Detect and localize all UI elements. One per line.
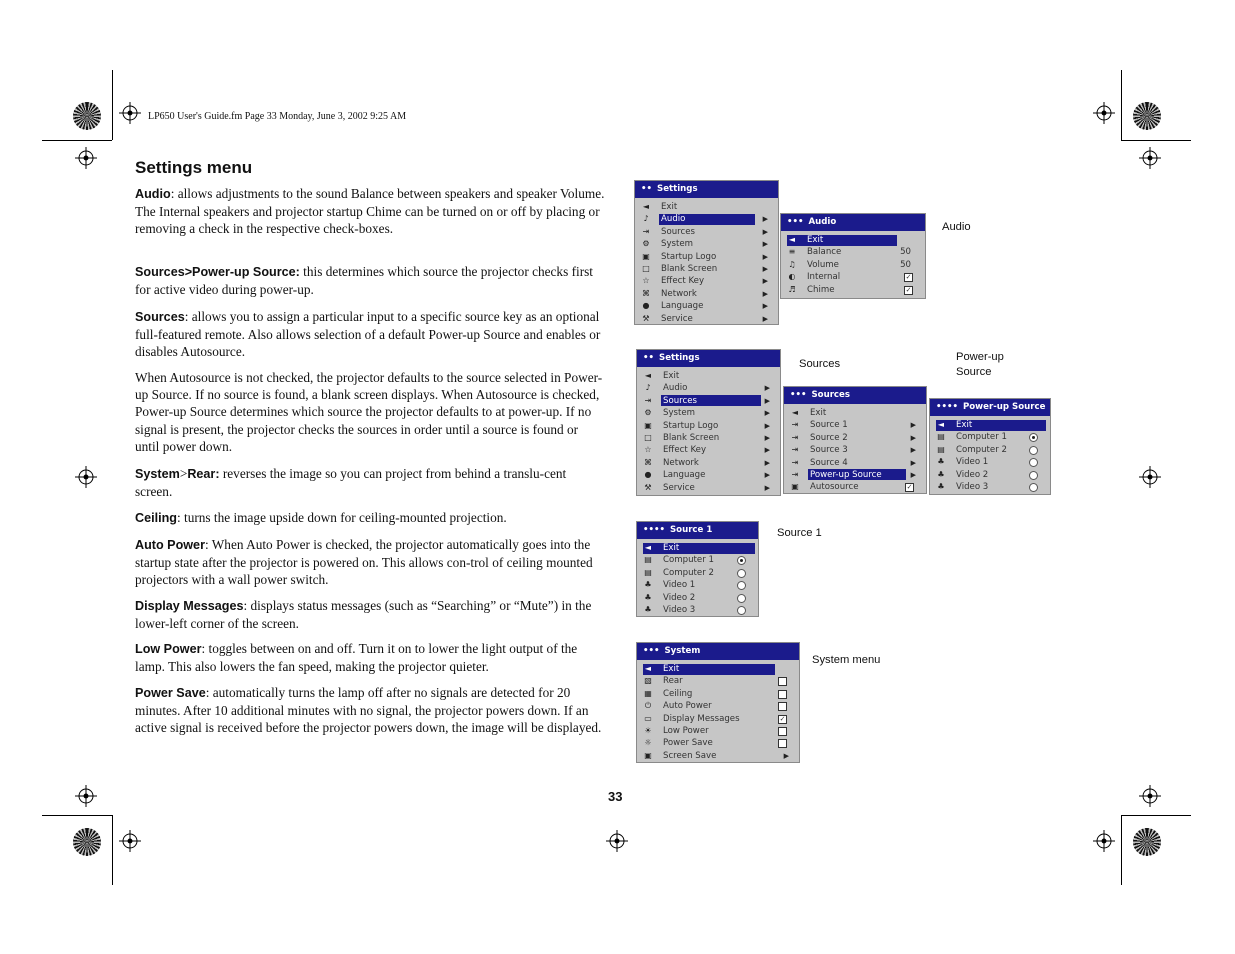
menu-item-label: Exit [807, 235, 824, 245]
paragraph-audio [135, 185, 605, 238]
menu-item-label: System [663, 408, 696, 419]
menu-title: Settings [657, 184, 698, 194]
service-icon: ⚒ [642, 313, 650, 323]
registration-crosshair-icon [75, 466, 97, 488]
video-1-icon: ♣ [937, 457, 945, 467]
submenu-arrow-icon: ▶ [764, 421, 770, 430]
startup-logo-icon: ▣ [642, 251, 650, 261]
paragraph-display-messages [135, 597, 605, 632]
menu-item-internal[interactable] [781, 271, 925, 283]
radio-button[interactable] [1029, 433, 1038, 442]
menu-item-source-3[interactable] [784, 444, 926, 456]
submenu-arrow-icon: ▶ [762, 252, 768, 261]
menu-item-label: Display Messages [663, 713, 740, 724]
audio-icon: ♪ [645, 383, 651, 393]
submenu-arrow-icon: ▶ [762, 215, 768, 224]
selection-highlight [787, 235, 897, 246]
menu-item-label: Audio [663, 383, 688, 394]
menu-item-label: Language [661, 301, 704, 312]
video-3-icon: ♣ [644, 604, 652, 614]
menu-item-label: Computer 1 [663, 555, 714, 566]
menu-title: Power-up Source [962, 402, 1046, 412]
exit-icon: ◄ [937, 420, 945, 429]
body-text: reverses the image so you can project from behind a translu-cent screen. [135, 466, 567, 500]
menu-item-label: Video 1 [956, 457, 989, 468]
menu-title: System [664, 646, 701, 656]
menu-item-power-save[interactable] [637, 737, 799, 749]
menu-item-label: Exit [661, 202, 678, 212]
registration-star-bottom-left [73, 828, 101, 856]
menu-item-label: Service [663, 482, 695, 493]
checkbox[interactable] [778, 702, 787, 711]
menu-item-computer-2[interactable] [930, 444, 1050, 456]
menu-item-exit[interactable] [637, 663, 799, 675]
paragraph-autosource [135, 369, 605, 455]
submenu-arrow-icon: ▶ [764, 396, 770, 405]
menu-item-label: Exit [810, 408, 827, 418]
submenu-arrow-icon: ▶ [910, 458, 916, 467]
caption-powerup-line2: Source [956, 366, 992, 378]
menu-item-video-1[interactable] [637, 579, 758, 591]
menu-item-label: Effect Key [661, 276, 705, 287]
powerup-source-menu-panel [929, 398, 1051, 495]
submenu-arrow-icon: ▶ [762, 277, 768, 286]
menu-item-network[interactable] [637, 457, 780, 469]
menu-item-label: Power Save [663, 738, 713, 749]
menu-level-dots: •• [641, 184, 652, 194]
menu-level-dots: •••• [643, 525, 665, 535]
body-text: : displays status messages (such as “Searching” or “Mute”) in the lower-left corner of the screen. [135, 598, 592, 632]
menu-title: Source 1 [669, 525, 713, 535]
menu-item-label: Video 3 [956, 481, 989, 492]
checkbox[interactable]: ✓ [906, 483, 913, 492]
term: Display Messages [135, 599, 244, 613]
menu-item-label: Language [663, 470, 706, 481]
menu-item-audio[interactable] [635, 213, 778, 225]
menu-item-source-2[interactable] [784, 432, 926, 444]
menu-level-dots: •• [643, 353, 654, 363]
menu-item-startup-logo[interactable] [635, 251, 778, 263]
menu-item-label: Video 2 [663, 592, 696, 603]
term: Ceiling [135, 511, 177, 525]
registration-crosshair-icon [1139, 466, 1161, 488]
paragraph-powerup-source [135, 263, 605, 298]
body-text: : automatically turns the lamp off after no signals are detected for 20 minutes. After 10 additional minutes with no signal, the projector powers down. If an active signal is received before the projector powers down, the image will be displayed. [135, 685, 602, 736]
submenu-arrow-icon: ▶ [762, 302, 768, 311]
body-text: : allows adjustments to the sound Balance between speakers and speaker Volume. The Internal speakers and projector startup Chime can be turned on or off by placing or removing a check in the respective check-boxes. [135, 186, 605, 237]
menu-item-label: Autosource [810, 482, 859, 493]
registration-crosshair-icon [119, 102, 141, 124]
menu-title-bar [930, 399, 1050, 416]
checkbox[interactable] [778, 677, 787, 686]
menu-item-video-3[interactable] [930, 481, 1050, 493]
menu-item-label: Source 1 [810, 420, 848, 431]
menu-item-exit[interactable] [781, 234, 925, 246]
radio-button[interactable] [737, 581, 746, 590]
paragraph-system-rear [135, 465, 605, 500]
registration-crosshair-icon [1093, 102, 1115, 124]
registration-crosshair-icon [75, 785, 97, 807]
power-up-source-icon: ⇥ [791, 469, 799, 479]
network-icon: ⌘ [644, 457, 652, 467]
menu-item-system[interactable] [637, 407, 780, 419]
submenu-arrow-icon: ▶ [762, 264, 768, 273]
menu-level-dots: ••• [643, 646, 660, 656]
menu-item-label: Exit [663, 664, 680, 674]
menu-title: Sources [811, 390, 850, 400]
caption-powerup-line1: Power-up [956, 351, 1004, 363]
menu-item-volume[interactable] [781, 259, 925, 271]
menu-item-video-1[interactable] [930, 456, 1050, 468]
menu-item-language[interactable] [635, 300, 778, 312]
paragraph-power-save [135, 684, 605, 737]
exit-icon: ◄ [644, 664, 652, 673]
video-2-icon: ♣ [644, 592, 652, 602]
video-3-icon: ♣ [937, 481, 945, 491]
menu-item-effect-key[interactable] [635, 275, 778, 287]
registration-star-top-right [1133, 102, 1161, 130]
radio-button[interactable] [737, 556, 746, 565]
body-text: this determines which source the projector checks first for active video during power-up. [135, 264, 594, 298]
file-header: LP650 User's Guide.fm Page 33 Monday, June 3, 2002 9:25 AM [148, 111, 407, 122]
menu-item-label: Effect Key [663, 445, 707, 456]
submenu-arrow-icon: ▶ [910, 421, 916, 430]
submenu-arrow-icon: ▶ [762, 240, 768, 249]
registration-star-top-left [73, 102, 101, 130]
menu-item-label: Audio [661, 214, 686, 225]
audio-icon: ♪ [643, 214, 649, 224]
settings-menu-panel [634, 180, 779, 325]
body-text: : turns the image upside down for ceiling-mounted projection. [176, 510, 507, 525]
radio-button[interactable] [737, 594, 746, 603]
registration-crosshair-icon [75, 147, 97, 169]
menu-item-label: Volume [807, 259, 839, 270]
submenu-arrow-icon: ▶ [910, 446, 916, 455]
submenu-arrow-icon: ▶ [783, 751, 789, 760]
menu-item-display-messages[interactable] [637, 713, 799, 725]
menu-item-label: Internal [807, 272, 841, 283]
menu-item-label: Source 3 [810, 445, 848, 456]
menu-item-service[interactable] [637, 482, 780, 494]
radio-button[interactable] [1029, 446, 1038, 455]
balance-icon: ≡ [788, 247, 796, 257]
system-icon: ⚙ [642, 239, 650, 249]
menu-item-ceiling[interactable] [637, 688, 799, 700]
submenu-arrow-icon: ▶ [762, 227, 768, 236]
submenu-arrow-icon: ▶ [764, 458, 770, 467]
selection-highlight [643, 543, 755, 554]
menu-item-label: Startup Logo [663, 420, 719, 431]
submenu-arrow-icon: ▶ [764, 409, 770, 418]
low-power-icon: ☀ [644, 725, 652, 735]
ceiling-icon: ▦ [644, 688, 652, 698]
menu-item-label: Sources [663, 395, 697, 406]
body-text: : allows you to assign a particular input to a specific source key as an optional full-featured remote. Also allows selection of a default Power-up Source and enables or disables Autosource. [135, 309, 601, 360]
menu-item-effect-key[interactable] [637, 444, 780, 456]
menu-title: Settings [659, 353, 700, 363]
radio-button[interactable] [737, 569, 746, 578]
submenu-arrow-icon: ▶ [764, 384, 770, 393]
menu-item-exit[interactable] [637, 370, 780, 382]
caption-sources: Sources [799, 358, 841, 370]
paragraph-auto-power [135, 536, 605, 589]
menu-item-chime[interactable] [781, 284, 925, 296]
source1-menu-panel [636, 521, 759, 617]
menu-item-label: Video 1 [663, 580, 696, 591]
paragraph-sources [135, 308, 605, 361]
menu-item-label: Computer 1 [956, 432, 1007, 443]
term: Rear: [187, 467, 220, 481]
display-messages-icon: ▭ [644, 713, 652, 723]
radio-button[interactable] [1029, 471, 1038, 480]
menu-item-sources[interactable] [637, 395, 780, 407]
menu-item-label: Rear [663, 676, 683, 687]
registration-crosshair-icon [1139, 147, 1161, 169]
menu-item-label: System [661, 239, 694, 250]
submenu-arrow-icon: ▶ [764, 446, 770, 455]
term: Sources [135, 310, 185, 324]
caption-system-menu: System menu [812, 654, 881, 666]
computer-2-icon: ▤ [644, 567, 652, 577]
effect-key-icon: ☆ [644, 445, 652, 455]
checkbox[interactable] [778, 727, 787, 736]
menu-item-blank-screen[interactable] [635, 263, 778, 275]
menu-item-low-power[interactable] [637, 725, 799, 737]
autosource-icon: ▣ [791, 482, 799, 492]
network-icon: ⌘ [642, 288, 650, 298]
menu-level-dots: ••• [787, 217, 804, 227]
term: Low Power [135, 642, 202, 656]
blank-screen-icon: □ [642, 263, 650, 273]
body-text: : toggles between on and off. Turn it on to lower the light output of the lamp. This also lowers the fan speed, making the projector quieter. [135, 641, 578, 675]
sources-icon: ⇥ [644, 395, 652, 405]
service-icon: ⚒ [644, 482, 652, 492]
language-icon: ● [642, 301, 650, 311]
menu-item-label: Chime [807, 284, 835, 295]
settings-menu-panel [636, 349, 781, 496]
exit-icon: ◄ [644, 371, 652, 380]
menu-item-video-2[interactable] [930, 469, 1050, 481]
system-icon: ⚙ [644, 408, 652, 418]
menu-item-autosource[interactable] [784, 481, 926, 493]
menu-item-label: Ceiling [663, 688, 693, 699]
menu-item-exit[interactable] [635, 201, 778, 213]
menu-item-label: Exit [663, 543, 680, 553]
checkbox[interactable] [778, 690, 787, 699]
exit-icon: ◄ [788, 235, 796, 244]
term: Sources>Power-up Source: [135, 265, 300, 279]
screen-save-icon: ▣ [644, 750, 652, 760]
menu-item-label: Screen Save [663, 750, 717, 761]
submenu-arrow-icon: ▶ [762, 314, 768, 323]
menu-item-audio[interactable] [637, 382, 780, 394]
page-number: 33 [608, 789, 623, 804]
paragraph-low-power [135, 640, 605, 675]
separator: > [179, 466, 188, 481]
menu-title-bar [637, 522, 758, 539]
registration-crosshair-icon [606, 830, 628, 852]
sources-icon: ⇥ [642, 226, 650, 236]
internal-icon: ◐ [788, 272, 796, 282]
menu-level-dots: •••• [936, 402, 958, 412]
video-2-icon: ♣ [937, 469, 945, 479]
radio-button[interactable] [1029, 458, 1038, 467]
radio-button[interactable] [1029, 483, 1038, 492]
menu-item-service[interactable] [635, 313, 778, 325]
menu-title-bar [637, 643, 799, 660]
menu-item-value: 50 [900, 247, 911, 258]
source-1-icon: ⇥ [791, 420, 799, 430]
menu-item-label: Video 2 [956, 469, 989, 480]
submenu-arrow-icon: ▶ [910, 433, 916, 442]
menu-item-power-up-source[interactable] [784, 469, 926, 481]
menu-item-system[interactable] [635, 238, 778, 250]
menu-item-computer-1[interactable] [930, 431, 1050, 443]
exit-icon: ◄ [791, 408, 799, 417]
body-text: When Autosource is not checked, the projector defaults to the source selected in Power-up Source. If no source is found, a blank screen displays. When Autosource is checked, Power-up Source determines which source the projector defaults to at power-up. If no signal is present, the projector checks the sources in order until a source is found or until power down. [135, 370, 603, 454]
source-4-icon: ⇥ [791, 457, 799, 467]
menu-item-label: Service [661, 313, 693, 324]
menu-item-exit[interactable] [930, 419, 1050, 431]
volume-icon: ♫ [788, 259, 796, 269]
menu-item-label: Startup Logo [661, 251, 717, 262]
selection-highlight [936, 420, 1046, 431]
checkbox[interactable]: ✓ [779, 714, 786, 723]
submenu-arrow-icon: ▶ [764, 471, 770, 480]
paragraph-ceiling [135, 509, 605, 527]
submenu-arrow-icon: ▶ [762, 289, 768, 298]
menu-item-video-2[interactable] [637, 592, 758, 604]
registration-crosshair-icon [1139, 785, 1161, 807]
submenu-arrow-icon: ▶ [910, 470, 916, 479]
submenu-arrow-icon: ▶ [764, 433, 770, 442]
term: Auto Power [135, 538, 205, 552]
menu-title-bar [637, 350, 780, 367]
menu-item-label: Video 3 [663, 604, 696, 615]
menu-item-language[interactable] [637, 469, 780, 481]
rear-icon: ▧ [644, 676, 652, 686]
menu-item-label: Balance [807, 247, 842, 258]
sources-menu-panel [783, 386, 927, 494]
checkbox[interactable]: ✓ [905, 273, 912, 282]
radio-button[interactable] [737, 606, 746, 615]
registration-crosshair-icon [119, 830, 141, 852]
menu-item-video-3[interactable] [637, 604, 758, 616]
menu-item-startup-logo[interactable] [637, 420, 780, 432]
submenu-arrow-icon: ▶ [764, 483, 770, 492]
menu-item-label: Source 4 [810, 457, 848, 468]
effect-key-icon: ☆ [642, 276, 650, 286]
registration-star-bottom-right [1133, 828, 1161, 856]
menu-item-sources[interactable] [635, 226, 778, 238]
term: System [135, 467, 180, 481]
video-1-icon: ♣ [644, 580, 652, 590]
menu-item-screen-save[interactable] [637, 750, 799, 762]
menu-item-label: Computer 2 [663, 567, 714, 578]
menu-item-auto-power[interactable] [637, 700, 799, 712]
menu-item-computer-2[interactable] [637, 567, 758, 579]
menu-item-label: Sources [661, 226, 695, 237]
menu-item-balance[interactable] [781, 246, 925, 258]
menu-item-source-1[interactable] [784, 419, 926, 431]
menu-item-exit[interactable] [637, 542, 758, 554]
menu-item-label: Low Power [663, 725, 709, 736]
page-title: Settings menu [135, 158, 253, 177]
menu-item-value: 50 [900, 259, 911, 270]
exit-icon: ◄ [642, 202, 650, 211]
menu-title-bar [784, 387, 926, 404]
chime-icon: ♬ [788, 284, 796, 294]
menu-item-label: Exit [956, 420, 973, 430]
menu-item-rear[interactable] [637, 675, 799, 687]
menu-item-label: Exit [663, 371, 680, 381]
caption-source1: Source 1 [777, 527, 822, 539]
computer-1-icon: ▤ [937, 432, 945, 442]
menu-item-label: Power-up Source [810, 469, 882, 480]
menu-item-blank-screen[interactable] [637, 432, 780, 444]
menu-item-label: Blank Screen [663, 432, 720, 443]
audio-menu-panel [780, 213, 926, 299]
body-text: : When Auto Power is checked, the projector automatically goes into the startup state after the projector is powered on. This allows con-trol of ceiling mounted projectors with a wall power switch. [135, 537, 593, 588]
caption-audio: Audio [942, 221, 971, 233]
menu-item-label: Network [663, 457, 699, 468]
computer-2-icon: ▤ [937, 444, 945, 454]
language-icon: ● [644, 470, 652, 480]
menu-item-label: Source 2 [810, 432, 848, 443]
auto-power-icon: ⏻ [644, 701, 652, 711]
computer-1-icon: ▤ [644, 555, 652, 565]
term: Power Save [135, 686, 206, 700]
registration-crosshair-icon [1093, 830, 1115, 852]
menu-title: Audio [808, 217, 837, 227]
menu-title-bar [635, 181, 778, 198]
menu-item-exit[interactable] [784, 407, 926, 419]
source-3-icon: ⇥ [791, 445, 799, 455]
menu-item-label: Auto Power [663, 701, 712, 712]
menu-item-label: Blank Screen [661, 263, 718, 274]
menu-item-network[interactable] [635, 288, 778, 300]
blank-screen-icon: □ [644, 432, 652, 442]
menu-item-label: Computer 2 [956, 444, 1007, 455]
menu-level-dots: ••• [790, 390, 807, 400]
menu-item-computer-1[interactable] [637, 554, 758, 566]
term: Audio [135, 187, 171, 201]
source-2-icon: ⇥ [791, 432, 799, 442]
menu-item-source-4[interactable] [784, 457, 926, 469]
menu-item-label: Network [661, 288, 697, 299]
system-menu-panel [636, 642, 800, 763]
power-save-icon: ☼ [644, 738, 652, 748]
checkbox[interactable] [778, 739, 787, 748]
menu-title-bar [781, 214, 925, 231]
startup-logo-icon: ▣ [644, 420, 652, 430]
checkbox[interactable]: ✓ [905, 285, 912, 294]
exit-icon: ◄ [644, 543, 652, 552]
